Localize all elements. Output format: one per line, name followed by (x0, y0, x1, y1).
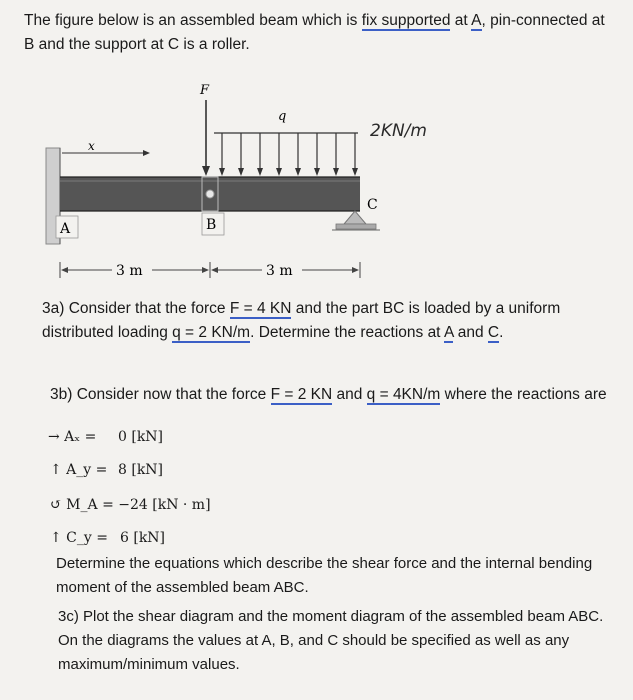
load-arrows (219, 133, 358, 176)
part-3a-text-c: distributed loading (42, 324, 173, 341)
determine-line-1: Determine the equations which describe the shear force and the internal bending (56, 555, 593, 572)
dim-arrow-4 (352, 267, 359, 273)
label-F: F (200, 83, 210, 98)
intro-line-2: B and the support at C is a roller. (24, 36, 250, 53)
reaction-ay (50, 459, 164, 481)
part-3a-text: 3a) Consider that the force (42, 300, 230, 317)
beam-figure (0, 0, 633, 300)
label-x: x (88, 139, 95, 153)
part-3a-point-a: A (443, 324, 454, 341)
label-A: A (60, 221, 71, 237)
label-B: B (206, 217, 217, 233)
dim-arrow-3 (211, 267, 218, 273)
part-3a-period: . (499, 324, 504, 341)
pin-b (206, 190, 214, 198)
reaction-cy (50, 527, 166, 549)
roller-c-support (344, 211, 366, 224)
intro-text: The figure below is an assembled beam which is (24, 12, 362, 29)
label-C: C (367, 197, 378, 213)
reaction-ax-lhs: → Aₓ = (48, 429, 97, 445)
part-3b-and: and (332, 386, 367, 403)
intro-text-at: at (450, 12, 472, 29)
part-3a-point-c: C (487, 324, 500, 341)
x-arrow-head (143, 150, 150, 156)
dim-arrow-1 (61, 267, 68, 273)
beam-bc (210, 177, 360, 211)
force-f-head (202, 166, 210, 176)
part-3b-force: F = 2 KN (270, 386, 333, 403)
intro-fix-supported: fix supported (361, 12, 451, 29)
part-3a-line-2 (42, 322, 503, 344)
part-3a-text-d: . Determine the reactions at (250, 324, 444, 341)
part-3b-load: q = 4KN/m (366, 386, 441, 403)
reaction-ax (48, 426, 164, 448)
part-3c-line-3: maximum/minimum values. (58, 656, 240, 673)
reaction-ay-rhs: 8 [kN] (118, 462, 164, 478)
dim-right-label: 3 m (266, 263, 293, 279)
part-3a-force: F = 4 KN (229, 300, 292, 317)
reaction-cy-rhs: 6 [kN] (120, 530, 166, 546)
part-3b-text-b: where the reactions are (440, 386, 607, 403)
beam-ab (60, 177, 210, 211)
part-3a-and: and (453, 324, 488, 341)
part-3b-text: 3b) Consider now that the force (50, 386, 271, 403)
part-3c-line-1: 3c) Plot the shear diagram and the moment diagram of the assembled beam ABC. (58, 608, 604, 625)
part-3a-text-b: and the part BC is loaded by a uniform (291, 300, 561, 317)
roller-c-base (336, 224, 376, 229)
reaction-cy-lhs: ↑ C_y = (50, 530, 108, 546)
part-3c-line-2: On the diagrams the values at A, B, and C should be specified as well as any (58, 632, 570, 649)
intro-point-a: A (471, 12, 482, 29)
intro-text-pin: , pin-connected at (481, 12, 605, 29)
part-3a-line-1 (42, 298, 560, 320)
handwritten-load: 2KN/m (370, 121, 427, 141)
reaction-ay-lhs: ↑ A_y = (50, 462, 108, 478)
reaction-ma (50, 494, 211, 516)
dim-left-label: 3 m (116, 263, 143, 279)
part-3b-line-1 (50, 384, 607, 406)
determine-line-2: moment of the assembled beam ABC. (56, 579, 309, 596)
reaction-ma-lhs: ↺ M_A = −24 [kN · m] (50, 497, 211, 513)
label-q: q (278, 109, 287, 124)
reaction-ax-rhs: 0 [kN] (118, 429, 164, 445)
dim-arrow-2 (202, 267, 209, 273)
part-3a-load: q = 2 KN/m (172, 324, 251, 341)
